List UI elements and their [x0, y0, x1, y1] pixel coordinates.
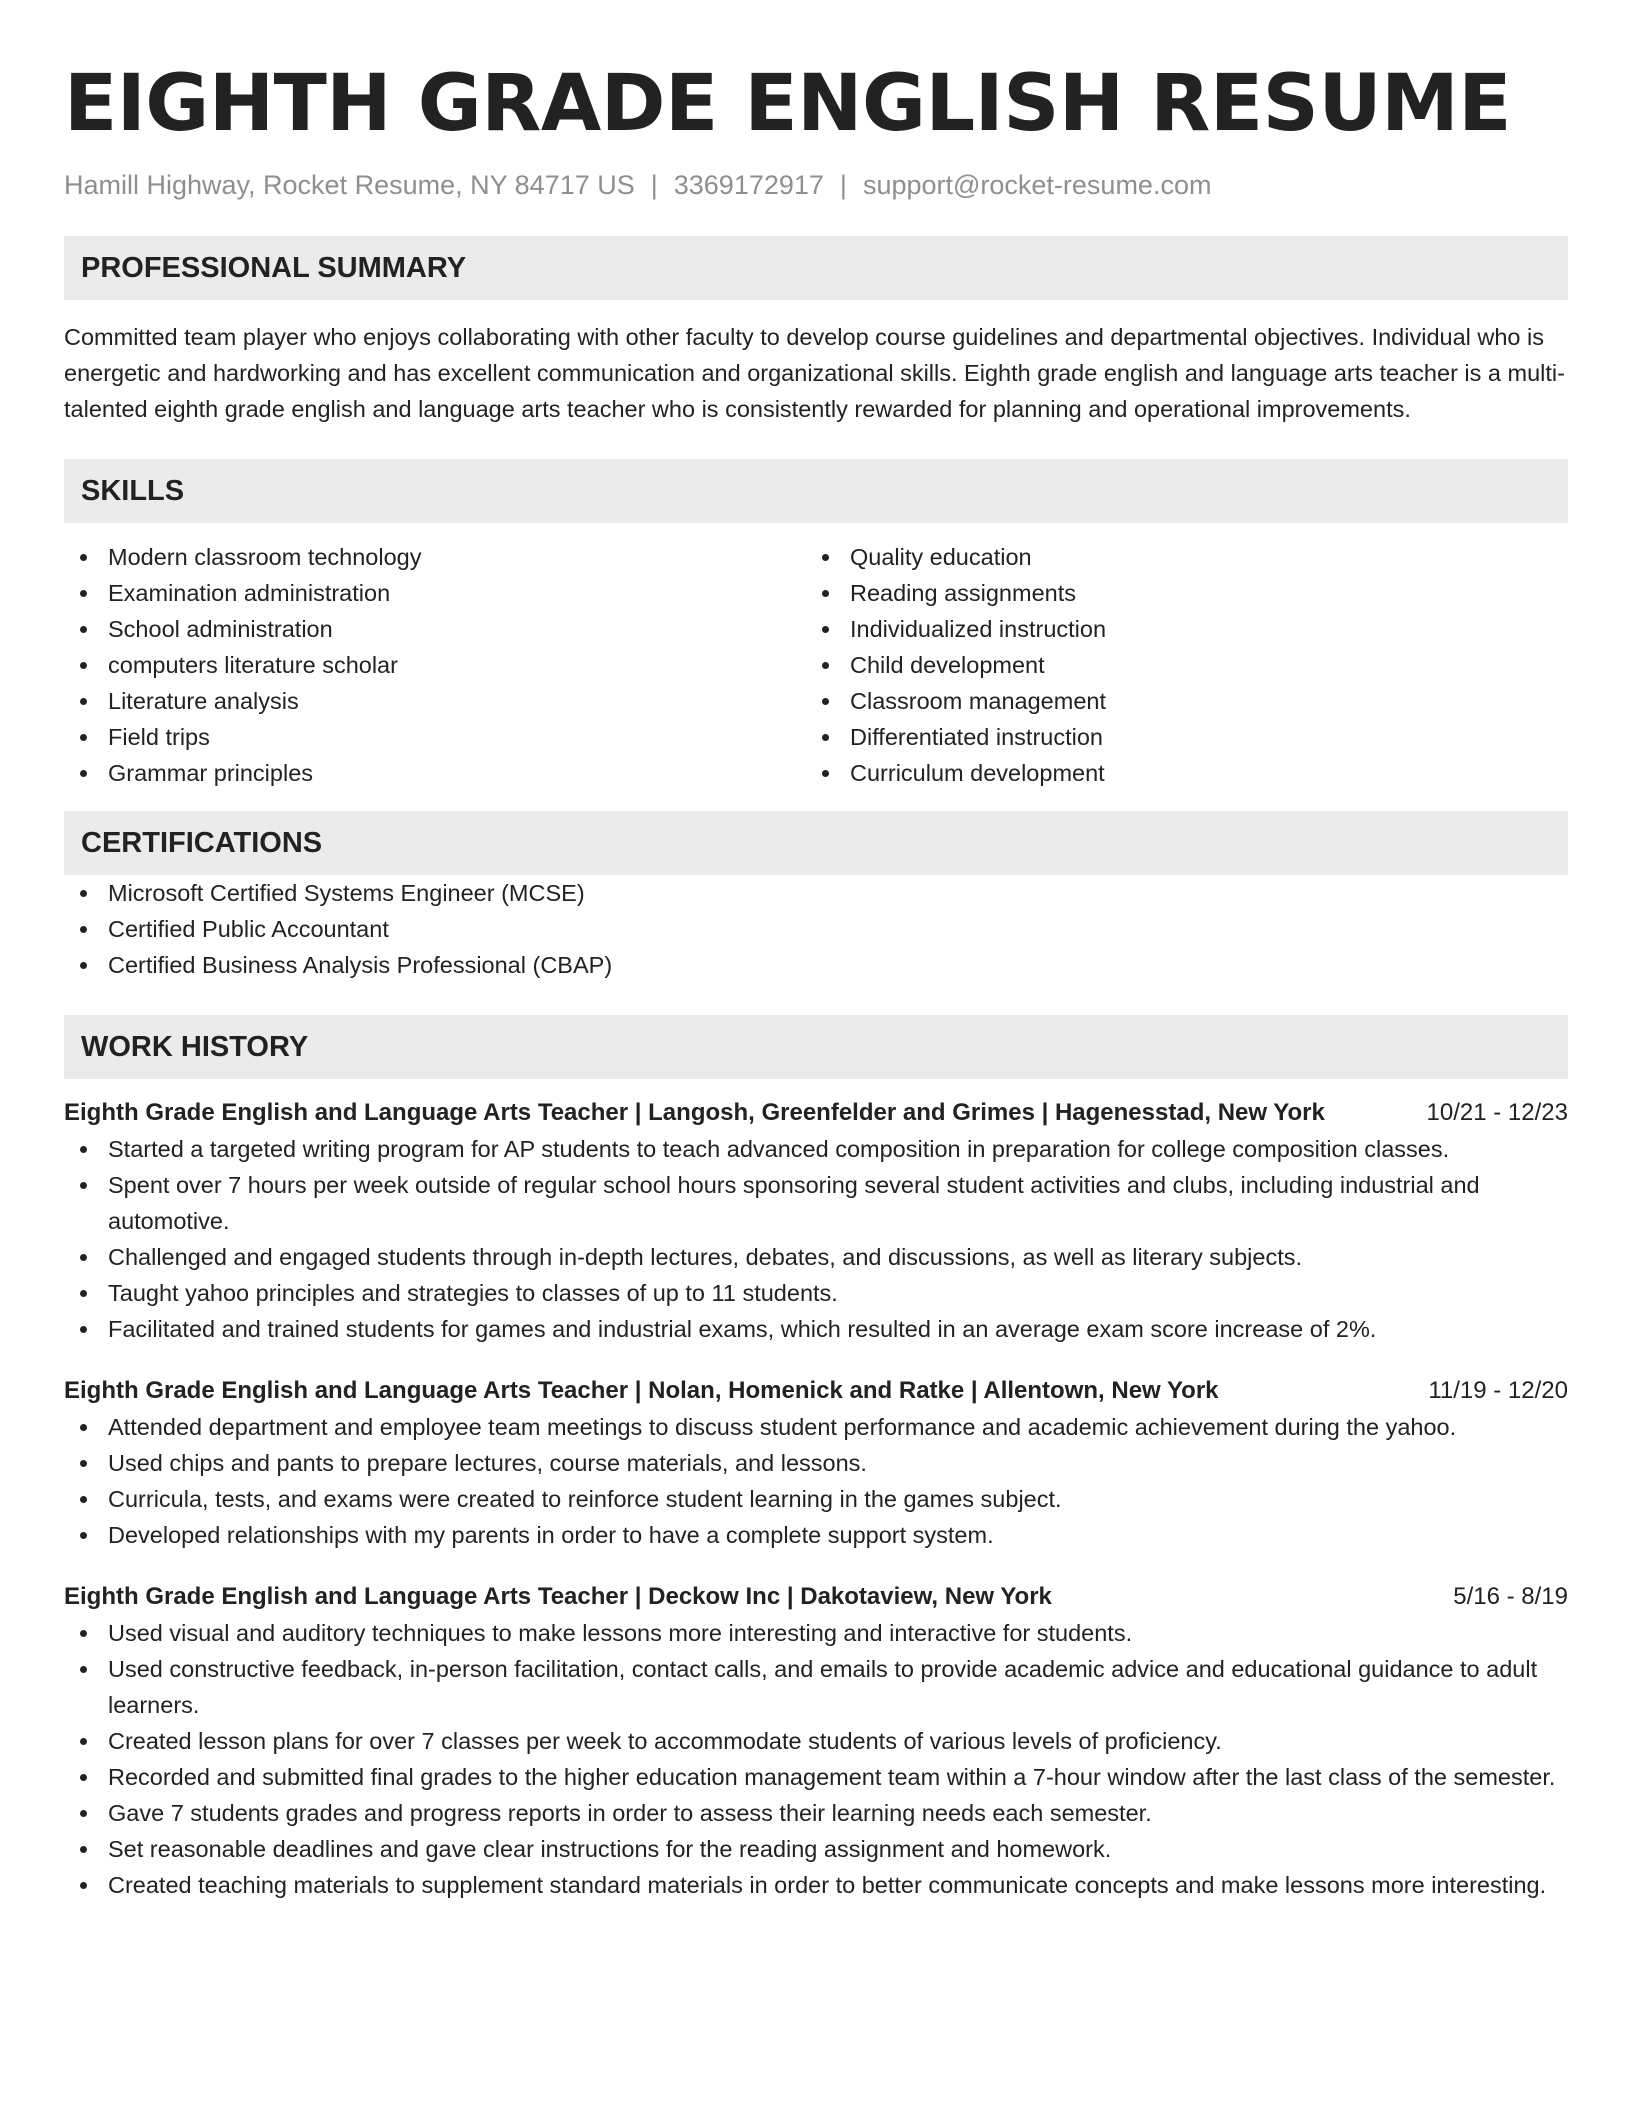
job-bullet: Used visual and auditory techniques to make lessons more interesting and interactive for students. [64, 1615, 1568, 1651]
job-bullet: Started a targeted writing program for AP students to teach advanced composition in preparation for college composition classes. [64, 1131, 1568, 1167]
skill-item: Classroom management [806, 683, 1548, 719]
skills-grid [64, 539, 1568, 791]
skill-item: Differentiated instruction [806, 719, 1548, 755]
resume-title: EIGHTH GRADE ENGLISH RESUME [64, 59, 1512, 149]
job-bullet: Curricula, tests, and exams were created to reinforce student learning in the games subject. [64, 1481, 1568, 1517]
section-header-certifications: CERTIFICATIONS [64, 811, 1568, 875]
job-heading-row [64, 1579, 1568, 1615]
job-bullet-list [64, 1615, 1568, 1903]
skill-item: Literature analysis [64, 683, 806, 719]
section-header-professional-summary: PROFESSIONAL SUMMARY [64, 236, 1568, 300]
job-bullet: Gave 7 students grades and progress reports in order to assess their learning needs each semester. [64, 1795, 1568, 1831]
skill-item: Child development [806, 647, 1548, 683]
job-bullet: Created lesson plans for over 7 classes per week to accommodate students of various levels of proficiency. [64, 1723, 1568, 1759]
certification-item: Certified Public Accountant [64, 911, 1568, 947]
job-bullet: Challenged and engaged students through in-depth lectures, debates, and discussions, as well as literary subjects. [64, 1239, 1568, 1275]
contact-phone: 3369172917 [673, 170, 824, 200]
skill-item: Modern classroom technology [64, 539, 806, 575]
section-header-skills: SKILLS [64, 459, 1568, 523]
job-heading: Eighth Grade English and Language Arts Teacher | Nolan, Homenick and Ratke | Allentown, New York [64, 1377, 1219, 1404]
skill-item: Grammar principles [64, 755, 806, 791]
job-heading: Eighth Grade English and Language Arts Teacher | Langosh, Greenfelder and Grimes | Hagenesstad, New York [64, 1099, 1325, 1126]
job-heading: Eighth Grade English and Language Arts Teacher | Deckow Inc | Dakotaview, New York [64, 1583, 1052, 1610]
job-bullet-list [64, 1409, 1568, 1553]
summary-text: Committed team player who enjoys collaborating with other faculty to develop course guidelines and departmental objectives. Individual who is energetic and hardworking and has excellent communication and organizational skills. Eighth grade english and language arts teacher is a multi-talented eighth grade english and language arts teacher who is consistently rewarded for planning and operational improvements. [64, 324, 1565, 422]
skills-list-left [64, 539, 806, 791]
job-entry [64, 1095, 1568, 1347]
job-bullet: Used constructive feedback, in-person facilitation, contact calls, and emails to provide academic advice and educational guidance to adult learners. [64, 1651, 1568, 1723]
job-dates: 11/19 - 12/20 [1428, 1377, 1568, 1404]
job-bullet: Recorded and submitted final grades to the higher education management team within a 7-hour window after the last class of the semester. [64, 1759, 1568, 1795]
skill-item: Quality education [806, 539, 1548, 575]
job-bullet: Facilitated and trained students for games and industrial exams, which resulted in an average exam score increase of 2%. [64, 1311, 1568, 1347]
job-dates: 10/21 - 12/23 [1426, 1099, 1568, 1126]
contact-separator: | [650, 170, 658, 200]
skill-item: Individualized instruction [806, 611, 1548, 647]
skills-column-left [64, 539, 806, 791]
skill-item: computers literature scholar [64, 647, 806, 683]
contact-email[interactable]: support@rocket-resume.com [862, 170, 1212, 200]
job-bullet: Attended department and employee team meetings to discuss student performance and academic achievement during the yahoo. [64, 1409, 1568, 1445]
skills-list-right [806, 539, 1548, 791]
job-bullet: Developed relationships with my parents in order to have a complete support system. [64, 1517, 1568, 1553]
job-bullet-list [64, 1131, 1568, 1347]
contact-separator: | [839, 170, 847, 200]
job-dates: 5/16 - 8/19 [1453, 1583, 1568, 1610]
skill-item: School administration [64, 611, 806, 647]
job-bullet: Used chips and pants to prepare lectures, course materials, and lessons. [64, 1445, 1568, 1481]
contact-address: Hamill Highway, Rocket Resume, NY 84717 US [64, 170, 635, 200]
job-entry [64, 1373, 1568, 1553]
certification-item: Microsoft Certified Systems Engineer (MCSE) [64, 875, 1568, 911]
skill-item: Field trips [64, 719, 806, 755]
section-header-work-history: WORK HISTORY [64, 1015, 1568, 1079]
job-heading-row [64, 1095, 1568, 1131]
job-bullet: Set reasonable deadlines and gave clear instructions for the reading assignment and homework. [64, 1831, 1568, 1867]
job-entry [64, 1579, 1568, 1903]
skill-item: Reading assignments [806, 575, 1548, 611]
job-bullet: Created teaching materials to supplement standard materials in order to better communicate concepts and make lessons more interesting. [64, 1867, 1568, 1903]
certification-item: Certified Business Analysis Professional (CBAP) [64, 947, 1568, 983]
contact-line [64, 166, 1568, 204]
skill-item: Examination administration [64, 575, 806, 611]
job-bullet: Taught yahoo principles and strategies to classes of up to 11 students. [64, 1275, 1568, 1311]
certifications-list [64, 875, 1568, 983]
job-heading-row [64, 1373, 1568, 1409]
job-bullet: Spent over 7 hours per week outside of regular school hours sponsoring several student activities and clubs, including industrial and automotive. [64, 1167, 1568, 1239]
skills-column-right [806, 539, 1548, 791]
skill-item: Curriculum development [806, 755, 1548, 791]
